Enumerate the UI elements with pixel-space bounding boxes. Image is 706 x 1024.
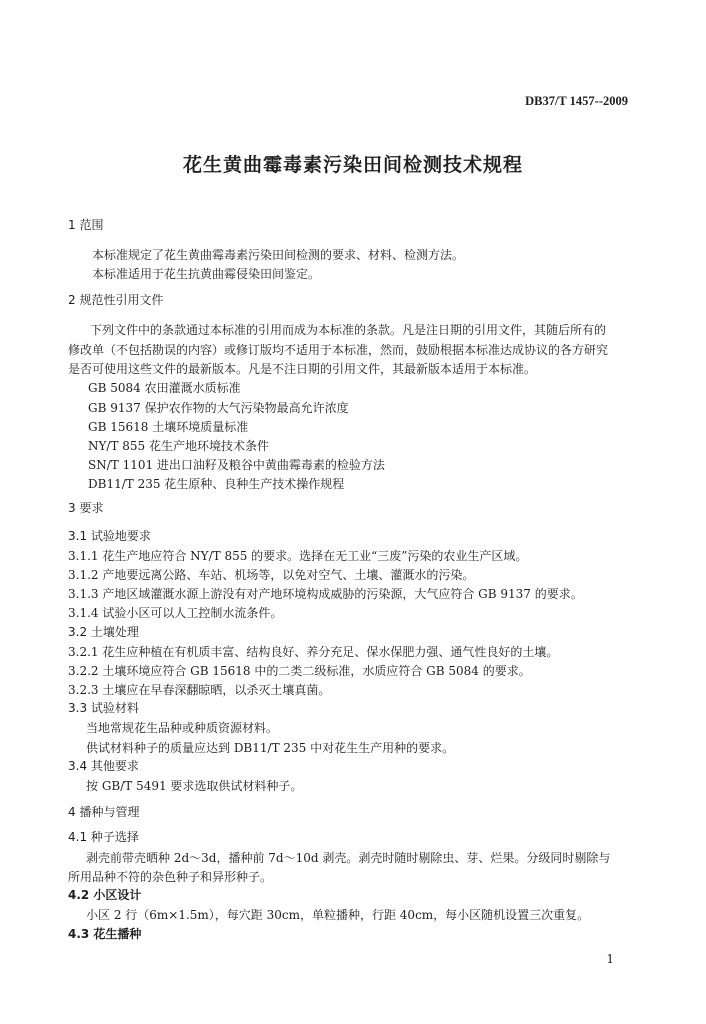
clause-line: 3.1.3 产地区域灌溉水源上游没有对产地环境构成威胁的污染源，大气应符合 GB 9137 的要求。 — [68, 587, 583, 601]
clause-line: 3.1.4 试验小区可以人工控制水流条件。 — [68, 606, 283, 620]
subsection-heading: 3.4 其他要求 — [68, 759, 139, 773]
paragraph-line: 下列文件中的条款通过本标准的引用而成为本标准的条款。凡是注日期的引用文件，其随后所有的 — [90, 323, 607, 337]
page-number: 1 — [606, 952, 614, 966]
paragraph-line: 供试材料种子的质量应达到 DB11/T 235 中对花生生产用种的要求。 — [86, 741, 455, 755]
subsection-heading: 4.3 花生播种 — [68, 927, 142, 941]
section-heading: 2 规范性引用文件 — [68, 293, 164, 307]
subsection-heading: 3.1 试验地要求 — [68, 529, 151, 543]
reference-item: GB 9137 保护农作物的大气污染物最高允许浓度 — [88, 401, 349, 415]
reference-item: NY/T 855 花生产地环境技术条件 — [88, 439, 270, 453]
subsection-heading: 4.2 小区设计 — [68, 888, 142, 902]
paragraph-line: 剥壳前带壳晒种 2d～3d，播种前 7d～10d 剥壳。剥壳时随时剔除虫、芽、烂果。分级同时剔除与 — [86, 851, 611, 865]
section-heading: 4 播种与管理 — [68, 805, 140, 819]
subsection-heading: 3.2 土壤处理 — [68, 625, 139, 639]
clause-line: 3.2.2 土壤环境应符合 GB 15618 中的二类二级标准，水质应符合 GB 5084 的要求。 — [68, 664, 531, 678]
paragraph-line: 当地常规花生品种或种质资源材料。 — [86, 721, 279, 735]
clause-line: 3.2.3 土壤应在早春深翻晾晒，以杀灭土壤真菌。 — [68, 683, 331, 697]
reference-item: DB11/T 235 花生原种、良种生产技术操作规程 — [88, 477, 345, 491]
standard-number: DB37/T 1457--2009 — [525, 94, 628, 108]
paragraph-line: 是否可使用这些文件的最新版本。凡是不注日期的引用文件，其最新版本适用于本标准。 — [68, 362, 537, 376]
subsection-heading: 3.3 试验材料 — [68, 701, 139, 715]
section-heading: 3 要求 — [68, 501, 104, 515]
paragraph-line: 按 GB/T 5491 要求选取供试材料种子。 — [86, 779, 303, 793]
paragraph-line: 小区 2 行（6m×1.5m），每穴距 30cm，单粒播种，行距 40cm，每小区随机设置三次重复。 — [86, 908, 590, 922]
clause-line: 3.2.1 花生应种植在有机质丰富、结构良好、养分充足、保水保肥力强、通气性良好的土壤。 — [68, 645, 559, 659]
reference-item: GB 5084 农田灌溉水质标准 — [88, 381, 241, 395]
section-heading: 1 范围 — [68, 218, 104, 232]
clause-line: 3.1.1 花生产地应符合 NY/T 855 的要求。选择在无工业“三废”污染的农业生产区域。 — [68, 549, 528, 563]
paragraph-line: 修改单（不包括勘误的内容）或修订版均不适用于本标准，然而，鼓励根据本标准达成协议的各方研究 — [68, 343, 609, 357]
reference-item: SN/T 1101 进出口油籽及粮谷中黄曲霉毒素的检验方法 — [88, 458, 385, 472]
paragraph-line: 所用品种不符的杂色种子和异形种子。 — [68, 870, 273, 884]
clause-line: 3.1.2 产地要远离公路、车站、机场等，以免对空气、土壤、灌溉水的污染。 — [68, 568, 475, 582]
reference-item: GB 15618 土壤环境质量标准 — [88, 420, 249, 434]
document-title: 花生黄曲霉毒素污染田间检测技术规程 — [182, 154, 523, 176]
paragraph-line: 本标准规定了花生黄曲霉毒素污染田间检测的要求、材料、检测方法。 — [92, 248, 465, 262]
subsection-heading: 4.1 种子选择 — [68, 830, 139, 844]
paragraph-line: 本标准适用于花生抗黄曲霉侵染田间鉴定。 — [92, 267, 321, 281]
